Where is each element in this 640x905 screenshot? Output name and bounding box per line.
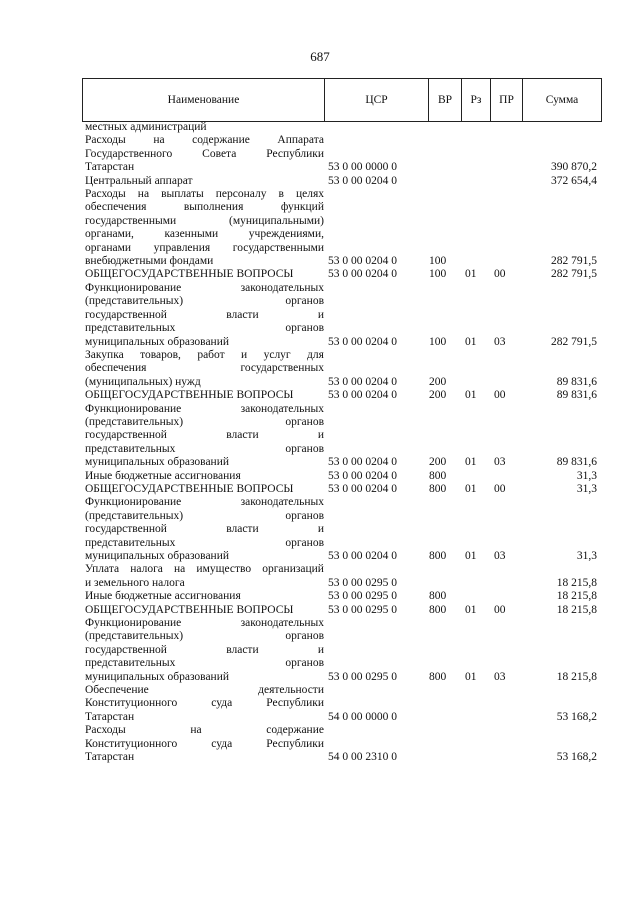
row-vr bbox=[428, 724, 461, 764]
table-row bbox=[82, 175, 601, 188]
row-vr: 200 bbox=[429, 375, 447, 388]
row-vr: 100 bbox=[429, 335, 447, 348]
row-name-line: органами управления государственными bbox=[85, 241, 324, 254]
row-vr: 100 bbox=[429, 255, 447, 268]
row-name-line: государственной власти и bbox=[85, 643, 324, 656]
row-name-line: Функционирование законодательных bbox=[85, 617, 324, 630]
row-name-line: представительных органов bbox=[85, 322, 324, 335]
row-csr: 53 0 00 0000 0 bbox=[328, 161, 397, 174]
row-name bbox=[82, 268, 324, 281]
row-name-line: обеспечения выполнения функций bbox=[85, 201, 324, 214]
row-name bbox=[82, 684, 324, 724]
header-vr: ВР bbox=[429, 79, 462, 122]
row-csr: 53 0 00 0204 0 bbox=[328, 268, 397, 281]
row-name bbox=[82, 496, 324, 563]
budget-table bbox=[82, 121, 601, 765]
row-sum: 372 654,4 bbox=[551, 174, 597, 187]
row-csr: 53 0 00 0204 0 bbox=[328, 375, 397, 388]
row-name-line: Конституционного суда Республики bbox=[85, 697, 324, 710]
table-row bbox=[82, 724, 601, 764]
row-name bbox=[82, 134, 324, 174]
row-name-line: Уплата налога на имущество организаций bbox=[85, 563, 324, 576]
row-name-line: Конституционного суда Республики bbox=[85, 737, 324, 750]
row-name-line: и земельного налога bbox=[85, 576, 185, 589]
row-rz: 01 bbox=[465, 456, 477, 469]
row-name bbox=[82, 282, 324, 349]
row-name-line: ОБЩЕГОСУДАРСТВЕННЫЕ ВОПРОСЫ bbox=[85, 482, 294, 495]
row-name-line: (представительных) органов bbox=[85, 415, 324, 428]
row-rz bbox=[461, 470, 490, 483]
table-row bbox=[82, 268, 601, 281]
row-rz bbox=[461, 684, 490, 724]
row-rz: 01 bbox=[465, 670, 477, 683]
table-body bbox=[82, 121, 601, 765]
row-name-line: Татарстан bbox=[85, 161, 135, 174]
row-sum: 18 215,8 bbox=[556, 603, 597, 616]
row-rz bbox=[461, 188, 490, 268]
row-name-line: государственной власти и bbox=[85, 523, 324, 536]
row-name-line: (представительных) органов bbox=[85, 509, 324, 522]
row-sum: 282 791,5 bbox=[551, 255, 597, 268]
row-csr: 53 0 00 0204 0 bbox=[328, 174, 397, 187]
row-vr: 800 bbox=[429, 550, 447, 562]
row-vr bbox=[428, 684, 461, 724]
row-sum: 18 215,8 bbox=[556, 670, 597, 683]
row-sum: 31,3 bbox=[576, 550, 597, 562]
row-pr bbox=[490, 724, 522, 764]
table-row bbox=[82, 349, 601, 389]
row-rz: 01 bbox=[465, 550, 477, 562]
row-name-line: обеспечения государственных bbox=[85, 362, 324, 375]
table-row bbox=[82, 188, 601, 268]
row-name bbox=[82, 724, 324, 764]
table-row bbox=[82, 617, 601, 684]
row-pr: 03 bbox=[494, 550, 506, 562]
table-row bbox=[82, 590, 601, 603]
row-vr: 800 bbox=[429, 590, 447, 603]
row-sum: 18 215,8 bbox=[556, 576, 597, 589]
row-rz: 01 bbox=[465, 482, 477, 495]
row-name-line: местных администраций bbox=[85, 121, 207, 133]
row-name-line: Закупка товаров, работ и услуг для bbox=[85, 348, 324, 361]
row-pr: 03 bbox=[494, 335, 506, 348]
table-row bbox=[82, 563, 601, 590]
row-name-line: Функционирование законодательных bbox=[85, 496, 324, 509]
row-name bbox=[82, 563, 324, 590]
row-name-line: муниципальных образований bbox=[85, 670, 230, 683]
header-pr: ПР bbox=[491, 79, 523, 122]
row-name-line: Иные бюджетные ассигнования bbox=[85, 469, 241, 482]
row-csr: 54 0 00 0000 0 bbox=[328, 710, 397, 723]
row-rz bbox=[461, 134, 490, 174]
row-vr: 800 bbox=[429, 603, 447, 616]
table-row bbox=[82, 403, 601, 470]
row-vr: 800 bbox=[429, 469, 447, 482]
row-sum: 53 168,2 bbox=[556, 710, 597, 723]
row-name-line: государственной власти и bbox=[85, 308, 324, 321]
row-name-line: представительных органов bbox=[85, 536, 324, 549]
table-row bbox=[82, 282, 601, 349]
row-name-line: Расходы на содержание Аппарата bbox=[85, 134, 324, 147]
row-name bbox=[82, 590, 324, 603]
row-csr: 53 0 00 0204 0 bbox=[328, 335, 397, 348]
row-vr bbox=[428, 175, 461, 188]
row-vr: 100 bbox=[429, 268, 447, 281]
row-name bbox=[82, 121, 324, 134]
row-vr bbox=[428, 134, 461, 174]
row-name-line: Иные бюджетные ассигнования bbox=[85, 590, 241, 603]
row-csr: 53 0 00 0204 0 bbox=[328, 550, 397, 562]
row-csr: 53 0 00 0204 0 bbox=[328, 469, 397, 482]
row-rz bbox=[461, 724, 490, 764]
row-vr bbox=[428, 121, 461, 134]
row-name-line: ОБЩЕГОСУДАРСТВЕННЫЕ ВОПРОСЫ bbox=[85, 603, 294, 616]
row-pr bbox=[490, 175, 522, 188]
row-csr: 53 0 00 0295 0 bbox=[328, 670, 397, 683]
row-pr bbox=[490, 134, 522, 174]
row-pr: 03 bbox=[494, 456, 506, 469]
row-name-line: Татарстан bbox=[85, 710, 135, 723]
row-sum: 89 831,6 bbox=[556, 456, 597, 469]
row-vr: 800 bbox=[429, 670, 447, 683]
row-sum: 89 831,6 bbox=[556, 389, 597, 402]
row-csr: 53 0 00 0295 0 bbox=[328, 603, 397, 616]
row-name-line: органами, казенными учреждениями, bbox=[85, 228, 324, 241]
row-name-line: государственной власти и bbox=[85, 429, 324, 442]
row-vr bbox=[428, 563, 461, 590]
header-sum: Сумма bbox=[523, 79, 602, 122]
row-name bbox=[82, 389, 324, 402]
row-pr: 00 bbox=[494, 268, 506, 281]
row-rz: 01 bbox=[465, 268, 477, 281]
table-row bbox=[82, 483, 601, 496]
row-rz bbox=[461, 175, 490, 188]
row-vr: 800 bbox=[429, 482, 447, 495]
header-rz: Рз bbox=[462, 79, 491, 122]
row-csr: 53 0 00 0295 0 bbox=[328, 590, 397, 603]
row-name-line: (муниципальных) нужд bbox=[85, 375, 201, 388]
table-row bbox=[82, 470, 601, 483]
row-name-line: (представительных) органов bbox=[85, 630, 324, 643]
row-pr: 03 bbox=[494, 670, 506, 683]
row-name-line: внебюджетными фондами bbox=[85, 255, 214, 268]
row-csr: 53 0 00 0204 0 bbox=[328, 255, 397, 268]
row-name-line: Центральный аппарат bbox=[85, 174, 193, 187]
row-sum: 53 168,2 bbox=[556, 751, 597, 764]
row-name-line: Расходы на выплаты персоналу в целях bbox=[85, 188, 324, 201]
header-csr: ЦСР bbox=[325, 79, 429, 122]
row-name-line: муниципальных образований bbox=[85, 335, 230, 348]
table-header bbox=[82, 78, 602, 122]
row-pr: 00 bbox=[494, 389, 506, 402]
table-row bbox=[82, 684, 601, 724]
row-sum: 282 791,5 bbox=[551, 335, 597, 348]
row-name-line: Татарстан bbox=[85, 751, 135, 764]
row-sum: 390 870,2 bbox=[551, 161, 597, 174]
table-row bbox=[82, 121, 601, 134]
row-name bbox=[82, 483, 324, 496]
row-name bbox=[82, 470, 324, 483]
table-row bbox=[82, 604, 601, 617]
row-name-line: ОБЩЕГОСУДАРСТВЕННЫЕ ВОПРОСЫ bbox=[85, 268, 294, 281]
row-name-line: представительных органов bbox=[85, 442, 324, 455]
row-name-line: муниципальных образований bbox=[85, 550, 230, 562]
table-row bbox=[82, 134, 601, 174]
row-name-line: Обеспечение деятельности bbox=[85, 684, 324, 697]
row-rz bbox=[461, 121, 490, 134]
row-rz: 01 bbox=[465, 389, 477, 402]
row-pr: 00 bbox=[494, 603, 506, 616]
row-name-line: Функционирование законодательных bbox=[85, 281, 324, 294]
row-vr: 200 bbox=[429, 389, 447, 402]
row-rz: 01 bbox=[465, 603, 477, 616]
row-name-line: Функционирование законодательных bbox=[85, 402, 324, 415]
row-csr: 54 0 00 2310 0 bbox=[328, 751, 397, 764]
row-name-line: муниципальных образований bbox=[85, 456, 230, 469]
row-csr: 53 0 00 0204 0 bbox=[328, 389, 397, 402]
row-rz: 01 bbox=[465, 335, 477, 348]
row-sum: 31,3 bbox=[576, 469, 597, 482]
row-pr bbox=[490, 590, 522, 603]
table-row bbox=[82, 389, 601, 402]
row-csr: 53 0 00 0295 0 bbox=[328, 576, 397, 589]
row-csr: 53 0 00 0204 0 bbox=[328, 456, 397, 469]
row-vr: 200 bbox=[429, 456, 447, 469]
row-name bbox=[82, 403, 324, 470]
row-rz bbox=[461, 563, 490, 590]
row-pr bbox=[490, 563, 522, 590]
row-name bbox=[82, 349, 324, 389]
row-sum bbox=[522, 121, 601, 134]
row-rz bbox=[461, 590, 490, 603]
row-name-line: государственными (муниципальными) bbox=[85, 214, 324, 227]
row-name-line: Государственного Совета Республики bbox=[85, 147, 324, 160]
table-row bbox=[82, 496, 601, 563]
row-sum: 18 215,8 bbox=[556, 590, 597, 603]
row-sum: 31,3 bbox=[576, 482, 597, 495]
row-csr: 53 0 00 0204 0 bbox=[328, 482, 397, 495]
row-pr bbox=[490, 121, 522, 134]
row-pr: 00 bbox=[494, 482, 506, 495]
row-csr bbox=[324, 121, 428, 134]
row-name bbox=[82, 604, 324, 617]
row-name bbox=[82, 175, 324, 188]
row-name bbox=[82, 617, 324, 684]
row-sum: 89 831,6 bbox=[556, 375, 597, 388]
row-sum: 282 791,5 bbox=[551, 268, 597, 281]
row-name bbox=[82, 188, 324, 268]
row-name-line: (представительных) органов bbox=[85, 295, 324, 308]
row-pr bbox=[490, 349, 522, 389]
row-name-line: представительных органов bbox=[85, 657, 324, 670]
page-number: 687 bbox=[310, 49, 330, 64]
header-name: Наименование bbox=[83, 79, 325, 122]
row-pr bbox=[490, 470, 522, 483]
row-pr bbox=[490, 684, 522, 724]
row-pr bbox=[490, 188, 522, 268]
row-name-line: Расходы на содержание bbox=[85, 724, 324, 737]
row-rz bbox=[461, 349, 490, 389]
row-name-line: ОБЩЕГОСУДАРСТВЕННЫЕ ВОПРОСЫ bbox=[85, 389, 294, 402]
